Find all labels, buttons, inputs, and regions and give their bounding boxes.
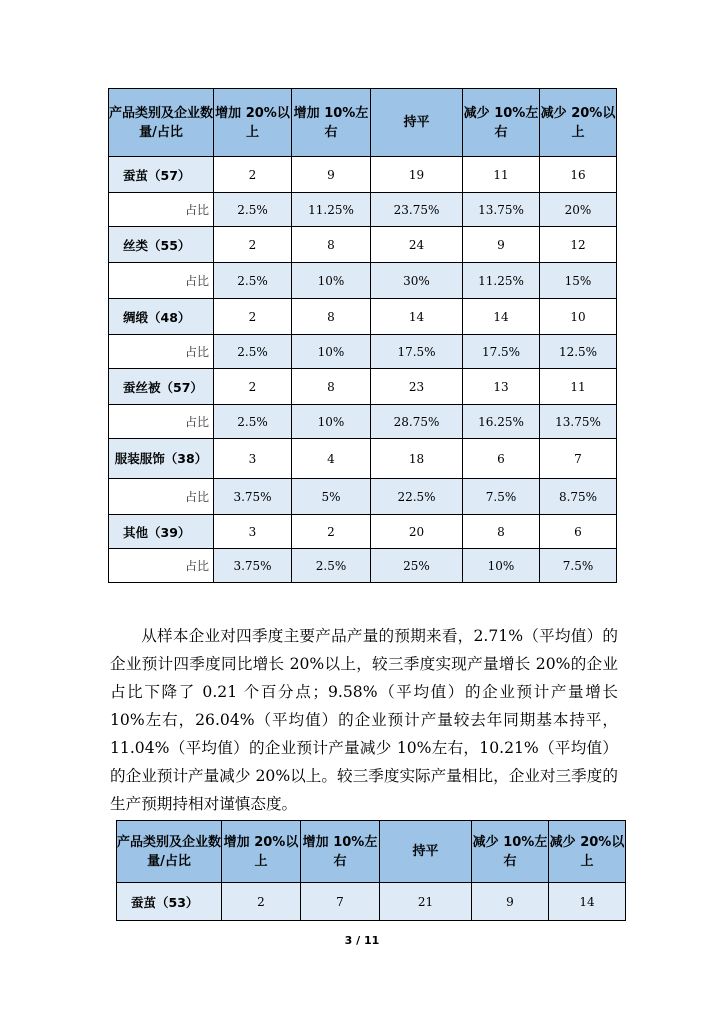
cell: 20% xyxy=(540,193,617,227)
cell: 14 xyxy=(463,299,540,335)
analysis-paragraph xyxy=(110,622,618,818)
cell: 2.5% xyxy=(214,193,292,227)
header-increase-20: 增加 20%以上 xyxy=(222,821,301,883)
cell: 12 xyxy=(540,227,617,263)
cell: 6 xyxy=(540,515,617,549)
cell: 3 xyxy=(214,515,292,549)
row-label: 绸缎（48） xyxy=(109,299,214,335)
cell: 16 xyxy=(540,157,617,193)
header-increase-20: 增加 20%以上 xyxy=(214,89,292,157)
production-expectation-table xyxy=(108,88,617,583)
cell: 13.75% xyxy=(463,193,540,227)
table-row xyxy=(109,157,617,193)
page-number: 3 / 11 xyxy=(344,934,380,947)
cell: 2 xyxy=(292,515,371,549)
cell: 13 xyxy=(463,369,540,405)
table-row xyxy=(109,299,617,335)
cell: 7.5% xyxy=(540,549,617,583)
cell: 30% xyxy=(371,263,463,299)
cell: 17.5% xyxy=(463,335,540,369)
cell: 2.5% xyxy=(214,405,292,439)
cell: 10% xyxy=(292,335,371,369)
cell: 9 xyxy=(472,883,549,921)
cell: 11 xyxy=(540,369,617,405)
row-label: 其他（39） xyxy=(109,515,214,549)
cell: 14 xyxy=(549,883,626,921)
cell: 2.5% xyxy=(214,263,292,299)
cell: 10% xyxy=(292,405,371,439)
table-row xyxy=(117,883,626,921)
table-row xyxy=(109,479,617,515)
cell: 14 xyxy=(371,299,463,335)
cell: 3 xyxy=(214,439,292,479)
row-label: 蚕茧（53） xyxy=(117,883,222,921)
row-label: 蚕丝被（57） xyxy=(109,369,214,405)
header-category: 产品类别及企业数量/占比 xyxy=(109,89,214,157)
cell: 2 xyxy=(214,227,292,263)
cell: 22.5% xyxy=(371,479,463,515)
cell: 8 xyxy=(463,515,540,549)
row-label: 蚕茧（57） xyxy=(109,157,214,193)
table-header-row xyxy=(109,89,617,157)
cell: 2 xyxy=(222,883,301,921)
cell: 7 xyxy=(301,883,380,921)
cell: 9 xyxy=(463,227,540,263)
header-decrease-20: 减少 20%以上 xyxy=(540,89,617,157)
cell: 28.75% xyxy=(371,405,463,439)
cell: 18 xyxy=(371,439,463,479)
cell: 21 xyxy=(380,883,472,921)
production-expectation-table-2 xyxy=(116,820,626,921)
header-decrease-10: 减少 10%左右 xyxy=(472,821,549,883)
cell: 7 xyxy=(540,439,617,479)
table-row xyxy=(109,369,617,405)
header-flat: 持平 xyxy=(380,821,472,883)
cell: 24 xyxy=(371,227,463,263)
header-decrease-10: 减少 10%左右 xyxy=(463,89,540,157)
cell: 4 xyxy=(292,439,371,479)
cell: 11.25% xyxy=(292,193,371,227)
cell: 8 xyxy=(292,227,371,263)
cell: 7.5% xyxy=(463,479,540,515)
cell: 8 xyxy=(292,369,371,405)
cell: 10 xyxy=(540,299,617,335)
table-row xyxy=(109,405,617,439)
cell: 11.25% xyxy=(463,263,540,299)
table-row xyxy=(109,335,617,369)
header-increase-10: 增加 10%左右 xyxy=(292,89,371,157)
header-flat: 持平 xyxy=(371,89,463,157)
row-label: 占比 xyxy=(109,263,214,299)
row-label: 服装服饰（38） xyxy=(109,439,214,479)
header-decrease-20: 减少 20%以上 xyxy=(549,821,626,883)
cell: 10% xyxy=(463,549,540,583)
cell: 12.5% xyxy=(540,335,617,369)
table-row xyxy=(109,515,617,549)
cell: 13.75% xyxy=(540,405,617,439)
cell: 17.5% xyxy=(371,335,463,369)
header-category: 产品类别及企业数量/占比 xyxy=(117,821,222,883)
table-row xyxy=(109,263,617,299)
table-header-row xyxy=(117,821,626,883)
cell: 9 xyxy=(292,157,371,193)
cell: 6 xyxy=(463,439,540,479)
row-label: 占比 xyxy=(109,405,214,439)
cell: 23 xyxy=(371,369,463,405)
cell: 2 xyxy=(214,157,292,193)
cell: 8 xyxy=(292,299,371,335)
row-label: 占比 xyxy=(109,479,214,515)
header-increase-10: 增加 10%左右 xyxy=(301,821,380,883)
cell: 11 xyxy=(463,157,540,193)
table-row xyxy=(109,227,617,263)
paragraph-text: 从样本企业对四季度主要产品产量的预期来看，2.71%（平均值）的企业预计四季度同比增长 20%以上，较三季度实现产量增长 20%的企业占比下降了 0.21 个百分点；9.58%（平均值）的企业预计产量增长 10%左右，26.04%（平均值）的企业预计产量较去年同期基本持平，11.04%（平均值）的企业预计产量减少 10%左右，10.21%（平均值）的企业预计产量减少 20%以上。较三季度实际产量相比，企业对三季度的生产预期持相对谨慎态度。 xyxy=(110,627,618,813)
row-label: 占比 xyxy=(109,549,214,583)
table-row xyxy=(109,549,617,583)
cell: 2.5% xyxy=(292,549,371,583)
cell: 8.75% xyxy=(540,479,617,515)
cell: 25% xyxy=(371,549,463,583)
cell: 2 xyxy=(214,299,292,335)
cell: 3.75% xyxy=(214,479,292,515)
cell: 23.75% xyxy=(371,193,463,227)
cell: 19 xyxy=(371,157,463,193)
table-row xyxy=(109,193,617,227)
cell: 20 xyxy=(371,515,463,549)
cell: 5% xyxy=(292,479,371,515)
cell: 10% xyxy=(292,263,371,299)
row-label: 占比 xyxy=(109,335,214,369)
row-label: 占比 xyxy=(109,193,214,227)
table-row xyxy=(109,439,617,479)
row-label: 丝类（55） xyxy=(109,227,214,263)
cell: 3.75% xyxy=(214,549,292,583)
cell: 2 xyxy=(214,369,292,405)
cell: 15% xyxy=(540,263,617,299)
cell: 2.5% xyxy=(214,335,292,369)
cell: 16.25% xyxy=(463,405,540,439)
